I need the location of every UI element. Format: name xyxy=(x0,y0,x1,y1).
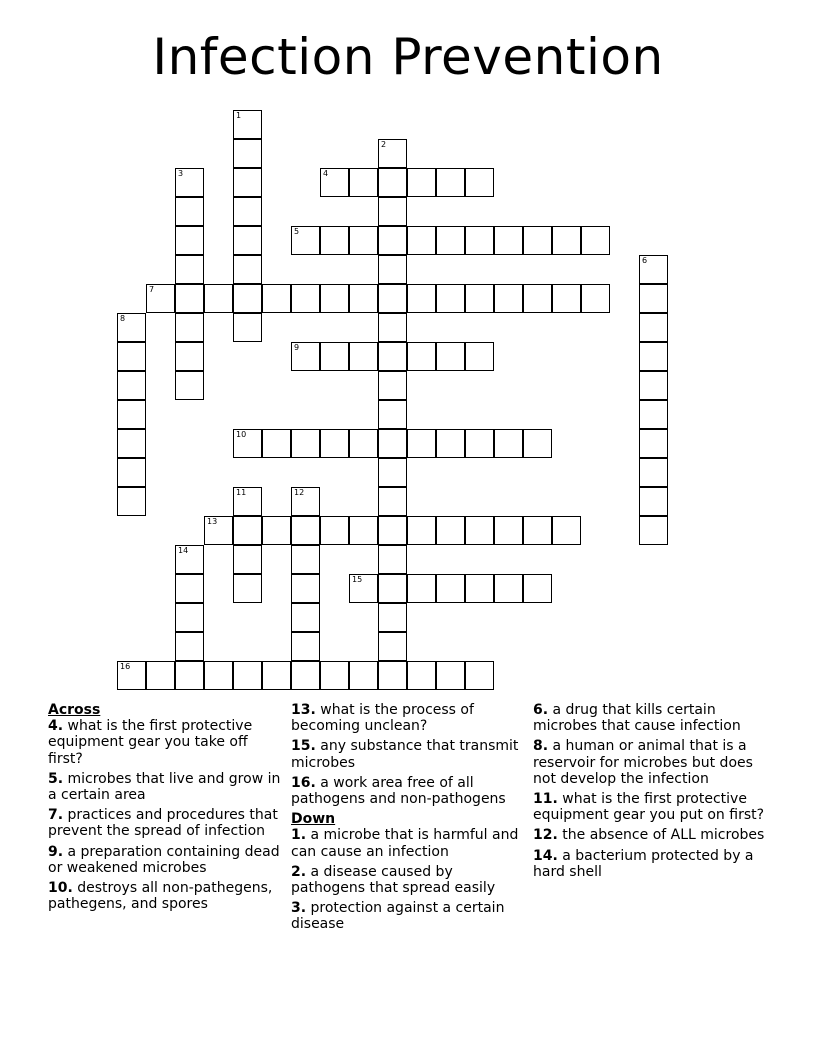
grid-cell[interactable] xyxy=(320,516,349,545)
grid-cell[interactable] xyxy=(494,284,523,313)
grid-cell[interactable] xyxy=(436,429,465,458)
grid-cell[interactable] xyxy=(407,429,436,458)
grid-cell[interactable] xyxy=(117,342,146,371)
grid-cell[interactable] xyxy=(378,313,407,342)
grid-cell[interactable] xyxy=(291,574,320,603)
clue-number-label: 15. xyxy=(291,738,316,755)
grid-cell[interactable] xyxy=(436,516,465,545)
grid-cell[interactable] xyxy=(639,255,668,284)
clue-number: 13 xyxy=(207,517,218,526)
grid-cell[interactable] xyxy=(262,516,291,545)
grid-cell[interactable] xyxy=(436,661,465,690)
clue-text: a human or animal that is a reservoir for microbes but does not develop the infection xyxy=(533,738,753,787)
grid-cell[interactable] xyxy=(233,516,262,545)
across-clue xyxy=(291,775,523,807)
grid-cell[interactable] xyxy=(175,168,204,197)
grid-cell[interactable] xyxy=(465,342,494,371)
grid-cell[interactable] xyxy=(204,516,233,545)
grid-cell[interactable] xyxy=(494,574,523,603)
down-clue xyxy=(533,827,773,843)
clue-number-label: 14. xyxy=(533,847,558,864)
grid-cell[interactable] xyxy=(378,458,407,487)
down-clue xyxy=(291,827,523,859)
grid-cell[interactable] xyxy=(378,429,407,458)
clue-number: 14 xyxy=(178,546,189,555)
grid-cell[interactable] xyxy=(407,516,436,545)
grid-cell[interactable] xyxy=(349,661,378,690)
grid-cell[interactable] xyxy=(639,458,668,487)
grid-cell[interactable] xyxy=(291,632,320,661)
clue-number-label: 11. xyxy=(533,791,558,808)
clue-number: 7 xyxy=(149,285,155,294)
down-clue xyxy=(291,864,523,896)
across-clue xyxy=(291,702,523,734)
grid-cell[interactable] xyxy=(320,661,349,690)
grid-cell[interactable] xyxy=(117,429,146,458)
clue-number: 4 xyxy=(323,169,329,178)
grid-cell[interactable] xyxy=(233,284,262,313)
grid-cell[interactable] xyxy=(639,313,668,342)
grid-cell[interactable] xyxy=(117,487,146,516)
clue-text: a work area free of all pathogens and non-pathogens xyxy=(291,774,506,808)
grid-cell[interactable] xyxy=(233,110,262,139)
clue-number-label: 3. xyxy=(291,900,307,917)
clue-text: the absence of ALL microbes xyxy=(557,827,765,844)
clue-number-label: 2. xyxy=(291,863,307,880)
grid-cell[interactable] xyxy=(349,516,378,545)
clue-number: 10 xyxy=(236,430,247,439)
grid-cell[interactable] xyxy=(175,632,204,661)
clue-column-2 xyxy=(291,702,523,937)
grid-cell[interactable] xyxy=(320,226,349,255)
grid-cell[interactable] xyxy=(233,661,262,690)
grid-cell[interactable] xyxy=(639,487,668,516)
grid-cell[interactable] xyxy=(465,226,494,255)
clue-number-label: 4. xyxy=(48,718,64,735)
grid-cell[interactable] xyxy=(233,255,262,284)
grid-cell[interactable] xyxy=(581,226,610,255)
grid-cell[interactable] xyxy=(233,429,262,458)
grid-cell[interactable] xyxy=(378,139,407,168)
grid-cell[interactable] xyxy=(175,661,204,690)
clue-text: protection against a certain disease xyxy=(291,900,505,933)
clue-number: 11 xyxy=(236,488,247,497)
grid-cell[interactable] xyxy=(291,516,320,545)
clue-text: a bacterium protected by a hard shell xyxy=(533,847,754,880)
down-clue xyxy=(533,702,773,734)
grid-cell[interactable] xyxy=(436,284,465,313)
grid-cell[interactable] xyxy=(378,255,407,284)
grid-cell[interactable] xyxy=(494,226,523,255)
clue-number-label: 6. xyxy=(533,702,549,718)
grid-cell[interactable] xyxy=(523,574,552,603)
grid-cell[interactable] xyxy=(523,429,552,458)
grid-cell[interactable] xyxy=(378,226,407,255)
grid-cell[interactable] xyxy=(175,603,204,632)
clue-number: 3 xyxy=(178,169,184,178)
across-clue xyxy=(48,807,286,839)
across-clue xyxy=(48,844,286,876)
grid-cell[interactable] xyxy=(291,545,320,574)
grid-cell[interactable] xyxy=(291,661,320,690)
grid-cell[interactable] xyxy=(175,226,204,255)
clue-text: microbes that live and grow in a certain area xyxy=(48,770,281,804)
grid-cell[interactable] xyxy=(175,545,204,574)
clue-number-label: 5. xyxy=(48,770,64,787)
grid-cell[interactable] xyxy=(175,342,204,371)
grid-cell[interactable] xyxy=(523,516,552,545)
page-title: Infection Prevention xyxy=(152,28,664,86)
grid-cell[interactable] xyxy=(175,371,204,400)
grid-cell[interactable] xyxy=(233,139,262,168)
grid-cell[interactable] xyxy=(639,342,668,371)
grid-cell[interactable] xyxy=(320,168,349,197)
across-clue xyxy=(48,718,286,767)
clue-number: 1 xyxy=(236,111,242,120)
grid-cell[interactable] xyxy=(407,168,436,197)
grid-cell[interactable] xyxy=(175,574,204,603)
grid-cell[interactable] xyxy=(436,226,465,255)
grid-cell[interactable] xyxy=(407,574,436,603)
down-clue xyxy=(533,791,773,823)
grid-cell[interactable] xyxy=(523,284,552,313)
clue-number-label: 16. xyxy=(291,774,316,791)
clue-column-1 xyxy=(48,702,286,916)
across-heading: Across xyxy=(48,702,101,718)
grid-cell[interactable] xyxy=(378,603,407,632)
grid-cell[interactable] xyxy=(233,545,262,574)
grid-cell[interactable] xyxy=(262,429,291,458)
clue-text: any substance that transmit microbes xyxy=(291,738,519,771)
clue-text: practices and procedures that prevent the spread of infection xyxy=(48,807,278,840)
clue-column-3 xyxy=(533,702,773,884)
grid-cell[interactable] xyxy=(175,255,204,284)
grid-cell[interactable] xyxy=(146,661,175,690)
grid-cell[interactable] xyxy=(378,661,407,690)
clue-text: a disease caused by pathogens that spread easily xyxy=(291,863,496,897)
down-clue xyxy=(533,738,773,787)
grid-cell[interactable] xyxy=(639,371,668,400)
grid-cell[interactable] xyxy=(494,516,523,545)
grid-cell[interactable] xyxy=(639,400,668,429)
grid-cell[interactable] xyxy=(291,284,320,313)
clue-text: what is the first protective equipment gear you put on first? xyxy=(533,791,765,824)
grid-cell[interactable] xyxy=(378,197,407,226)
grid-cell[interactable] xyxy=(378,487,407,516)
clue-text: what is the process of becoming unclean? xyxy=(291,702,474,735)
grid-cell[interactable] xyxy=(291,603,320,632)
grid-cell[interactable] xyxy=(349,168,378,197)
grid-cell[interactable] xyxy=(465,284,494,313)
grid-cell[interactable] xyxy=(349,429,378,458)
grid-cell[interactable] xyxy=(175,313,204,342)
grid-cell[interactable] xyxy=(639,429,668,458)
across-clue xyxy=(48,880,286,912)
grid-cell[interactable] xyxy=(291,226,320,255)
grid-cell[interactable] xyxy=(436,342,465,371)
grid-cell[interactable] xyxy=(262,661,291,690)
clue-number-label: 9. xyxy=(48,843,64,860)
across-clue xyxy=(291,738,523,770)
grid-cell[interactable] xyxy=(117,313,146,342)
clue-number-label: 10. xyxy=(48,880,73,897)
clue-number-label: 13. xyxy=(291,702,316,718)
grid-cell[interactable] xyxy=(407,661,436,690)
grid-cell[interactable] xyxy=(552,284,581,313)
grid-cell[interactable] xyxy=(204,661,233,690)
grid-cell[interactable] xyxy=(175,284,204,313)
grid-cell[interactable] xyxy=(465,574,494,603)
grid-cell[interactable] xyxy=(233,313,262,342)
grid-cell[interactable] xyxy=(233,226,262,255)
grid-cell[interactable] xyxy=(378,371,407,400)
clue-number: 15 xyxy=(352,575,363,584)
grid-cell[interactable] xyxy=(349,226,378,255)
grid-cell[interactable] xyxy=(378,516,407,545)
grid-cell[interactable] xyxy=(233,574,262,603)
grid-cell[interactable] xyxy=(378,632,407,661)
grid-cell[interactable] xyxy=(117,371,146,400)
clue-text: destroys all non-pathegens, pathegens, and spores xyxy=(48,880,273,913)
grid-cell[interactable] xyxy=(320,429,349,458)
grid-cell[interactable] xyxy=(117,400,146,429)
grid-cell[interactable] xyxy=(436,574,465,603)
clue-number: 16 xyxy=(120,662,131,671)
clue-number: 2 xyxy=(381,140,387,149)
grid-cell[interactable] xyxy=(349,342,378,371)
clue-number-label: 7. xyxy=(48,807,64,824)
grid-cell[interactable] xyxy=(552,516,581,545)
grid-cell[interactable] xyxy=(378,545,407,574)
grid-cell[interactable] xyxy=(465,661,494,690)
down-clue xyxy=(291,900,523,932)
across-clue xyxy=(48,771,286,803)
clue-number: 12 xyxy=(294,488,305,497)
grid-cell[interactable] xyxy=(349,284,378,313)
clue-number: 6 xyxy=(642,256,648,265)
grid-cell[interactable] xyxy=(233,168,262,197)
clue-number-label: 8. xyxy=(533,738,549,755)
clue-number-label: 12. xyxy=(533,827,558,844)
grid-cell[interactable] xyxy=(465,168,494,197)
grid-cell[interactable] xyxy=(407,284,436,313)
grid-cell[interactable] xyxy=(494,429,523,458)
grid-cell[interactable] xyxy=(465,429,494,458)
grid-cell[interactable] xyxy=(378,168,407,197)
grid-cell[interactable] xyxy=(320,284,349,313)
grid-cell[interactable] xyxy=(523,226,552,255)
clue-text: a preparation containing dead or weakened microbes xyxy=(48,843,280,876)
grid-cell[interactable] xyxy=(378,342,407,371)
grid-cell[interactable] xyxy=(378,284,407,313)
grid-cell[interactable] xyxy=(407,342,436,371)
grid-cell[interactable] xyxy=(552,226,581,255)
grid-cell[interactable] xyxy=(146,284,175,313)
grid-cell[interactable] xyxy=(291,429,320,458)
clue-number: 9 xyxy=(294,343,300,352)
grid-cell[interactable] xyxy=(378,574,407,603)
clue-number: 5 xyxy=(294,227,300,236)
clue-text: what is the first protective equipment gear you take off first? xyxy=(48,718,253,767)
grid-cell[interactable] xyxy=(233,487,262,516)
grid-cell[interactable] xyxy=(639,284,668,313)
grid-cell[interactable] xyxy=(262,284,291,313)
grid-cell[interactable] xyxy=(378,400,407,429)
grid-cell[interactable] xyxy=(320,342,349,371)
grid-cell[interactable] xyxy=(117,458,146,487)
grid-cell[interactable] xyxy=(291,342,320,371)
clue-number-label: 1. xyxy=(291,827,307,844)
down-heading: Down xyxy=(291,811,336,828)
clue-text: a microbe that is harmful and can cause an infection xyxy=(291,827,519,860)
grid-cell[interactable] xyxy=(436,168,465,197)
grid-cell[interactable] xyxy=(581,284,610,313)
grid-cell[interactable] xyxy=(407,226,436,255)
down-clue xyxy=(533,848,773,880)
grid-cell[interactable] xyxy=(639,516,668,545)
grid-cell[interactable] xyxy=(465,516,494,545)
clue-text: a drug that kills certain microbes that cause infection xyxy=(533,702,741,735)
grid-cell[interactable] xyxy=(291,487,320,516)
grid-cell[interactable] xyxy=(175,197,204,226)
clue-number: 8 xyxy=(120,314,126,323)
grid-cell[interactable] xyxy=(349,574,378,603)
grid-cell[interactable] xyxy=(204,284,233,313)
grid-cell[interactable] xyxy=(233,197,262,226)
grid-cell[interactable] xyxy=(117,661,146,690)
